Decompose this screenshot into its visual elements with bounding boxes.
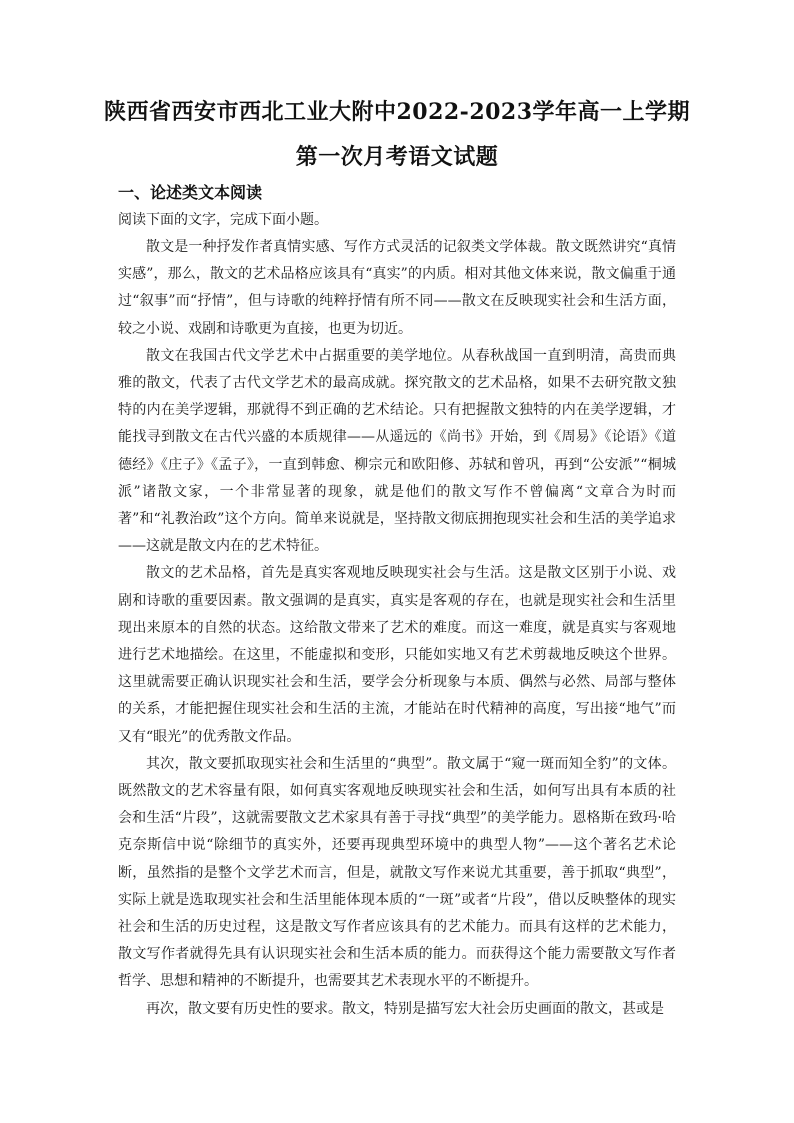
paragraph-1: 散文是一种抒发作者真情实感、写作方式灵活的记叙类文学体裁。散文既然讲究“真情实感”，那么，散文的艺术品格应该具有“真实”的内质。相对其他文体来说，散文偏重于通过“叙事”而“抒情”，但与诗歌的纯粹抒情有所不同——散文在反映现实社会和生活方面，较之小说、戏剧和诗歌更为直接，也更为切近。	[118, 239, 676, 337]
paragraph-2: 散文在我国古代文学艺术中占据重要的美学地位。从春秋战国一直到明清，高贵而典雅的散文，代表了古代文学艺术的最高成就。探究散文的艺术品格，如果不去研究散文独特的内在美学逻辑，那就得不到正确的艺术结论。只有把握散文独特的内在美学逻辑，才能找寻到散文在古代兴盛的本质规律——从遥远的《尚书》开始，到《周易》《论语》《道德经》《庄子》《孟子》，一直到韩愈、柳宗元和欧阳修、苏轼和曾巩，再到“公安派”“桐城派”诸散文家，一个非常显著的现象，就是他们的散文写作不曾偏离“文章合为时而著”和“礼教治政”这个方向。简单来说就是，坚持散文彻底拥抱现实社会和生活的美学追求——这就是散文内在的艺术特征。	[118, 347, 676, 555]
paragraph-4: 其次，散文要抓取现实社会和生活里的“典型”。散文属于“窥一斑而知全豹”的文体。既然散文的艺术容量有限，如何真实客观地反映现实社会和生活，如何写出具有本质的社会和生活“片段”，这就需要散文艺术家具有善于寻找“典型”的美学能力。恩格斯在致玛·哈克奈斯信中说“除细节的真实外，还要再现典型环境中的典型人物”——这个著名艺术论断，虽然指的是整个文学艺术而言，但是，就散文写作来说尤其重要，善于抓取“典型”，实际上就是选取现实社会和生活里能体现本质的“一斑”或者“片段”，借以反映整体的现实社会和生活的历史过程，这是散文写作者应该具有的艺术能力。而具有这样的艺术能力，散文写作者就得先具有认识现实社会和生活本质的能力。而获得这个能力需要散文写作者哲学、思想和精神的不断提升，也需要其艺术表现水平的不断提升。	[118, 755, 676, 990]
paragraph-3: 散文的艺术品格，首先是真实客观地反映现实社会与生活。这是散文区别于小说、戏剧和诗歌的重要因素。散文强调的是真实，真实是客观的存在，也就是现实社会和生活里现出来原本的自然的状态。这给散文带来了艺术的难度。而这一难度，就是真实与客观地进行艺术地描绘。在这里，不能虚拟和变形，只能如实地又有艺术剪裁地反映这个世界。这里就需要正确认识现实社会和生活，要学会分析现象与本质、偶然与必然、局部与整体的关系，才能把握住现实社会和生活的主流，才能站在时代精神的高度，写出接“地气”而又有“眼光”的优秀散文作品。	[118, 565, 676, 745]
paragraph-5: 再次，散文要有历史性的要求。散文，特别是描写宏大社会历史画面的散文，甚或是	[146, 1000, 664, 1017]
document-title-line-2: 第一次月考语文试题	[295, 144, 499, 170]
section-heading: 一、论述类文本阅读	[118, 183, 263, 202]
reading-instruction: 阅读下面的文字，完成下面小题。	[118, 212, 328, 228]
document-title-line-1: 陕西省西安市西北工业大附中2022-2023学年高一上学期	[103, 99, 691, 125]
article-body	[118, 234, 676, 1023]
